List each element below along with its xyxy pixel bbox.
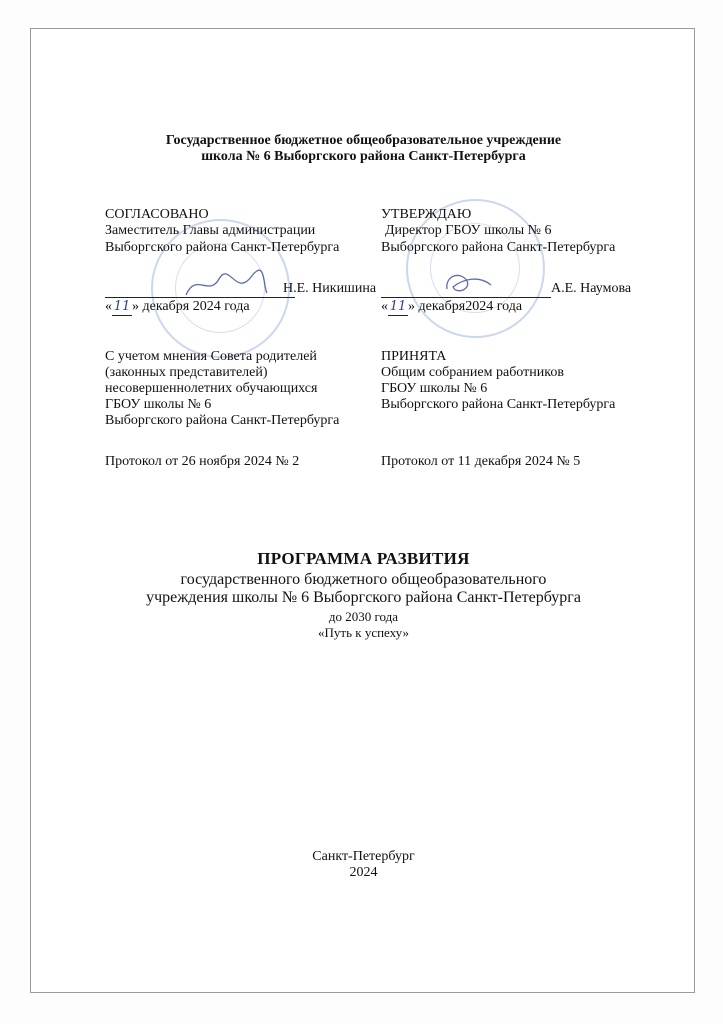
parents-line5: Выборгского района Санкт-Петербурга (105, 413, 340, 428)
agreed-position: Заместитель Главы администрации (105, 223, 316, 238)
footer-city: Санкт-Петербург (312, 849, 415, 864)
program-subtitle-line1: государственного бюджетного общеобразовательного (180, 571, 547, 588)
footer-year: 2024 (349, 865, 378, 880)
agreed-district: Выборгского района Санкт-Петербурга (105, 240, 340, 255)
parents-line4: ГБОУ школы № 6 (105, 397, 212, 412)
parents-line1: С учетом мнения Совета родителей (105, 349, 317, 364)
approved-signature (439, 265, 499, 301)
approved-heading: УТВЕРЖДАЮ (381, 207, 472, 222)
parents-line3: несовершеннолетних обучающихся (105, 381, 318, 396)
program-subtitle-line2: учреждения школы № 6 Выборгского района Санкт-Петербурга (146, 589, 581, 606)
approved-position: Директор ГБОУ школы № 6 (385, 223, 552, 238)
date-open-quote: « (381, 299, 388, 314)
agreed-heading: СОГЛАСОВАНО (105, 207, 209, 222)
accepted-line3: Выборгского района Санкт-Петербурга (381, 397, 616, 412)
program-title: ПРОГРАММА РАЗВИТИЯ (257, 549, 470, 568)
approved-date (381, 299, 522, 316)
accepted-line2: ГБОУ школы № 6 (381, 381, 488, 396)
approved-date-rest: » декабря2024 года (408, 299, 523, 314)
approved-date-day: 11 (389, 299, 407, 314)
document-page (30, 28, 695, 993)
accepted-protocol: Протокол от 11 декабря 2024 № 5 (381, 454, 581, 469)
program-term: до 2030 года (328, 609, 399, 624)
institution-name-line2: школа № 6 Выборгского района Санкт-Петербурга (201, 149, 526, 164)
approved-signer-name: А.Е. Наумова (551, 281, 632, 296)
date-open-quote: « (105, 299, 112, 314)
agreed-signer-name: Н.Е. Никишина (283, 281, 377, 296)
parents-line2: (законных представителей) (105, 365, 268, 380)
institution-name-line1: Государственное бюджетное общеобразовательное учреждение (165, 133, 562, 148)
program-motto: «Путь к успеху» (318, 625, 409, 640)
agreed-signature (181, 267, 271, 303)
approved-district: Выборгского района Санкт-Петербурга (381, 240, 616, 255)
agreed-date-day: 11 (113, 299, 131, 314)
agreed-date-rest: » декабря 2024 года (132, 299, 250, 314)
accepted-heading: ПРИНЯТА (381, 349, 447, 364)
parents-protocol: Протокол от 26 ноября 2024 № 2 (105, 454, 300, 469)
accepted-line1: Общим собранием работников (381, 365, 564, 380)
agreed-date (105, 299, 250, 316)
